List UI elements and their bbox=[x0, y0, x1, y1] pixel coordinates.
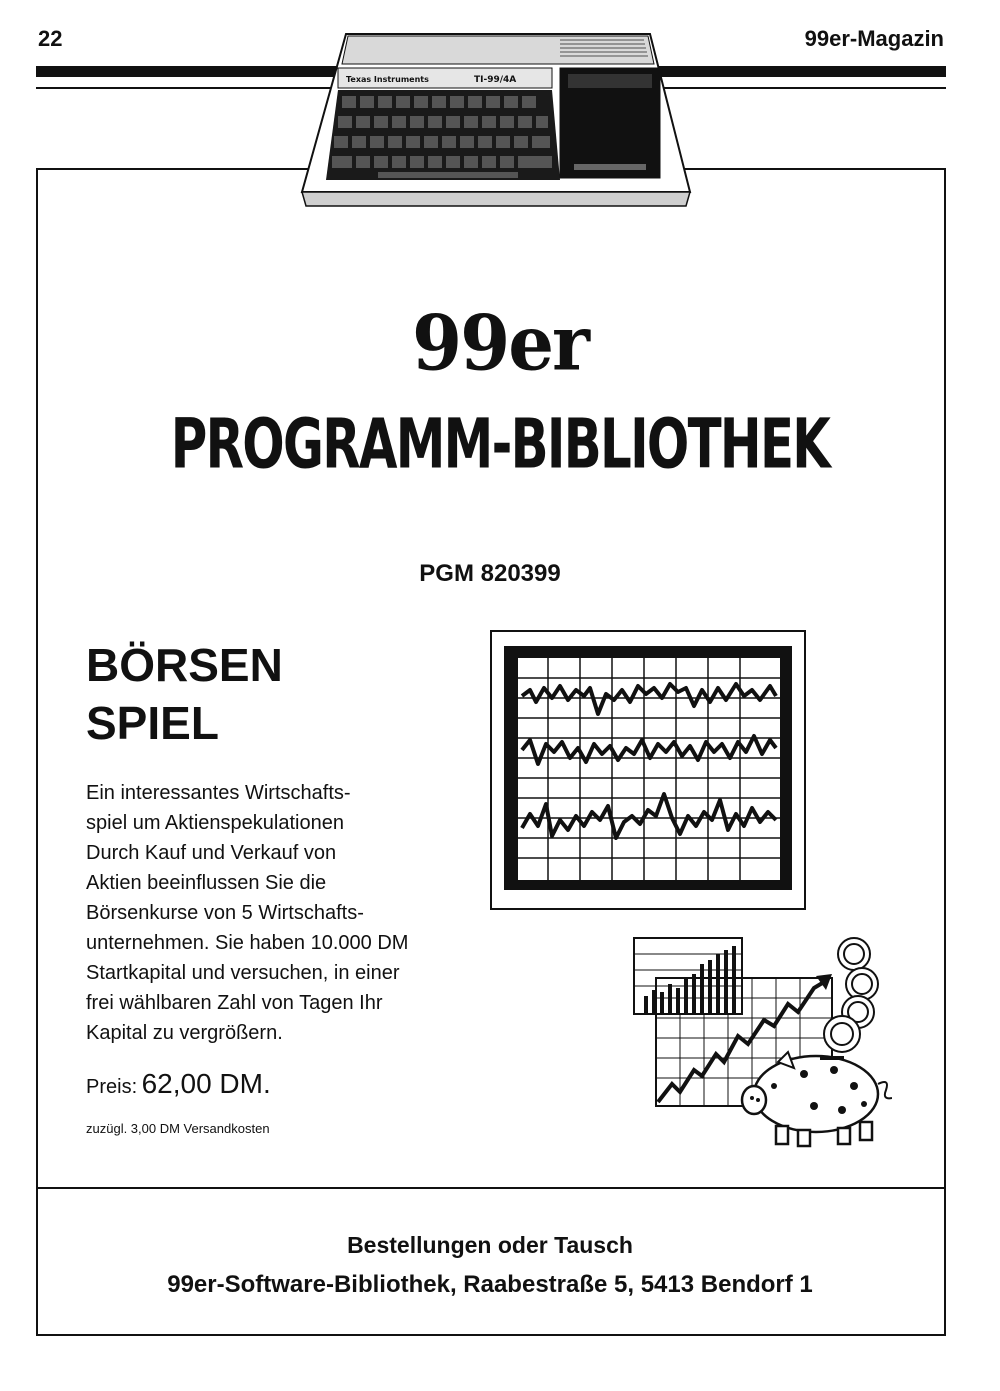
library-label: 99er bbox=[412, 297, 588, 388]
library-title: PROGRAMM-BIBLIOTHEK bbox=[170, 403, 830, 485]
price-value: 62,00 DM. bbox=[141, 1068, 271, 1099]
game-title bbox=[86, 636, 283, 752]
description-line: Aktien beeinflussen Sie die bbox=[86, 872, 327, 894]
stock-chart-monitor-icon bbox=[490, 630, 806, 910]
computer-model: TI-99/4A bbox=[474, 75, 517, 85]
game-description bbox=[86, 778, 466, 1048]
computer-brand: Texas Instruments bbox=[346, 75, 429, 84]
game-title-line-2: SPIEL bbox=[86, 697, 219, 749]
description-line: spiel um Aktienspekulationen bbox=[86, 812, 344, 834]
address-line: 99er-Software-Bibliothek, Raabestraße 5, 5413 Bendorf 1 bbox=[167, 1271, 813, 1298]
page-number: 22 bbox=[38, 26, 63, 51]
order-line: Bestellungen oder Tausch bbox=[347, 1232, 633, 1258]
price-label: Preis: bbox=[86, 1076, 138, 1098]
footer-divider bbox=[36, 1187, 946, 1189]
description-line: Ein interessantes Wirtschafts- bbox=[86, 782, 351, 804]
game-title-line-1: BÖRSEN bbox=[86, 639, 283, 691]
description-line: Börsenkurse von 5 Wirtschafts- bbox=[86, 902, 364, 924]
magazine-name: 99er-Magazin bbox=[804, 26, 944, 51]
home-computer-icon bbox=[298, 24, 694, 216]
piggy-bank-coins-chart-icon bbox=[628, 934, 892, 1158]
description-line: Kapital zu vergrößern. bbox=[86, 1022, 283, 1044]
description-line: Durch Kauf und Verkauf von bbox=[86, 842, 337, 864]
shipping-note: zuzügl. 3,00 DM Versandkosten bbox=[86, 1121, 270, 1136]
description-line: Startkapital und versuchen, in einer bbox=[86, 962, 400, 984]
description-line: unternehmen. Sie haben 10.000 DM bbox=[86, 932, 409, 954]
price bbox=[86, 1068, 271, 1100]
description-line: frei wählbaren Zahl von Tagen Ihr bbox=[86, 992, 383, 1014]
program-code: PGM 820399 bbox=[419, 560, 561, 587]
